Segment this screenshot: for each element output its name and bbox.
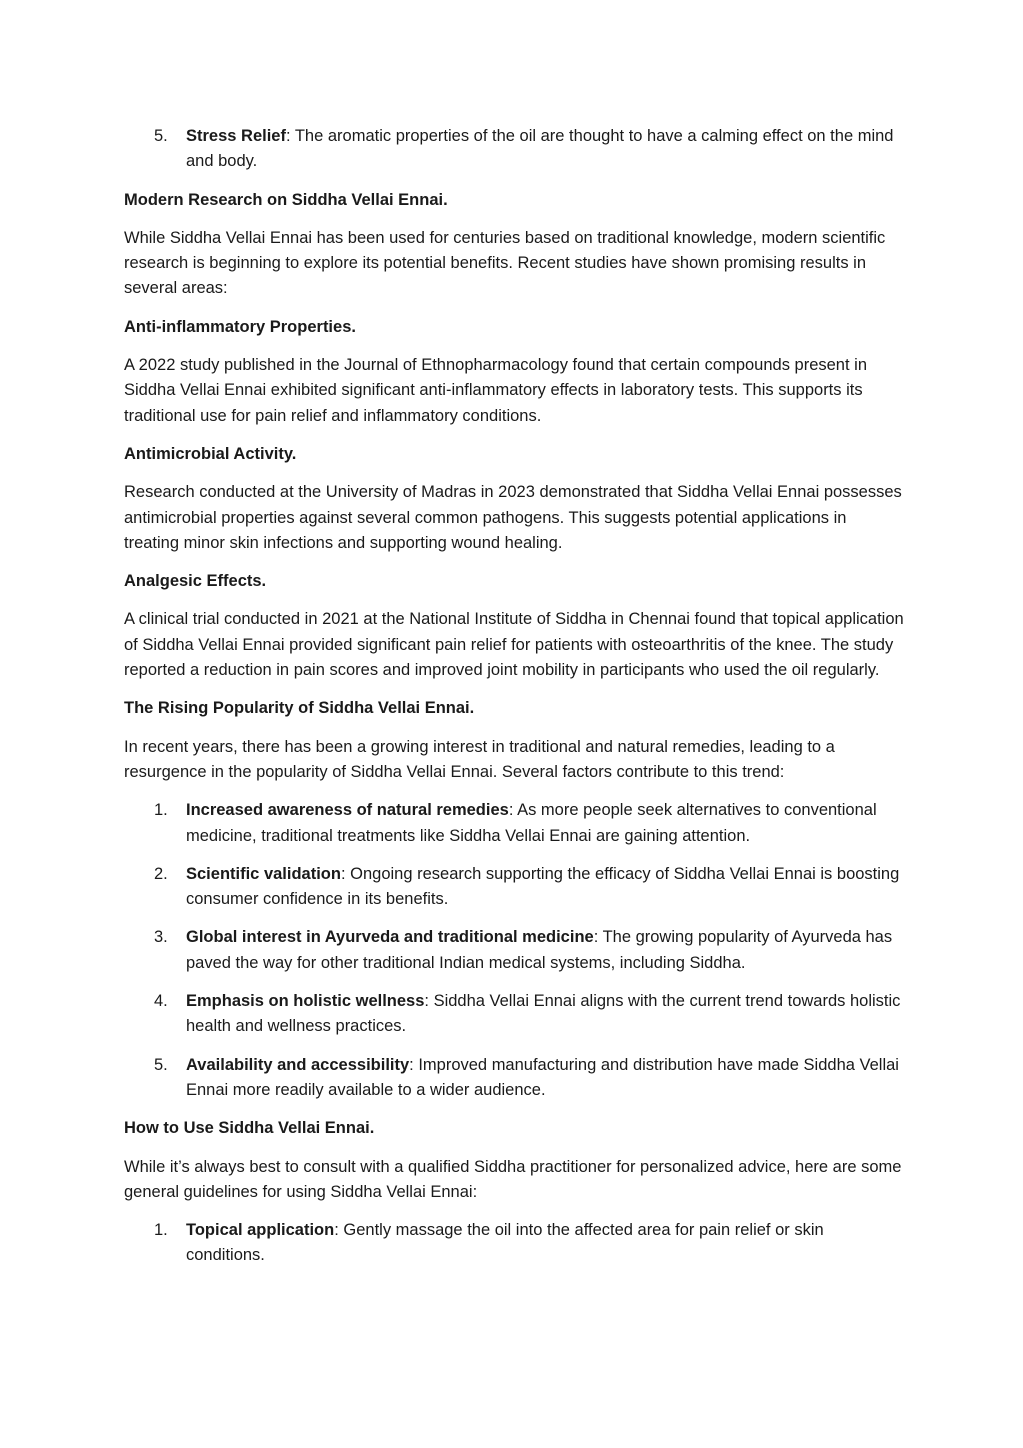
section-paragraph-rising-popularity: In recent years, there has been a growing interest in traditional and natural remedies, leading to a resurgence in the popularity of Siddha Vellai Ennai. Several factors contribute to this trend: (124, 737, 835, 781)
list-item-body (186, 862, 904, 913)
list-number: 1. (154, 801, 168, 820)
list-number: 4. (154, 992, 168, 1011)
document-page (124, 124, 904, 1282)
list-number: 3. (154, 928, 168, 947)
list-item-body (186, 989, 904, 1040)
list-item-body (186, 124, 904, 175)
section-paragraph-analgesic: A clinical trial conducted in 2021 at the National Institute of Siddha in Chennai found that topical application of Siddha Vellai Ennai provided significant pain relief for patients with osteoarthritis of the knee. The study reported a reduction in pain scores and improved joint mobility in participants who used the oil regularly. (124, 610, 904, 680)
section-heading-anti-inflammatory: Anti-inflammatory Properties. (124, 317, 356, 336)
list-number: 1. (154, 1221, 168, 1240)
list-item (124, 862, 904, 913)
list-item-text: : Ongoing research supporting the efficacy of Siddha Vellai Ennai is boosting consumer confidence in its benefits. (186, 864, 900, 909)
list-item-title: Availability and accessibility (186, 1055, 410, 1074)
list-item (124, 989, 904, 1040)
list-item-title: Emphasis on holistic wellness (186, 992, 425, 1011)
list-number: 2. (154, 864, 168, 883)
usage-list (124, 1218, 904, 1269)
list-number: 5. (154, 1055, 168, 1074)
list-item-body (186, 798, 904, 849)
list-number: 5. (154, 127, 168, 145)
list-item-title: Global interest in Ayurveda and traditional medicine (186, 928, 594, 947)
list-item-title: Increased awareness of natural remedies (186, 801, 509, 820)
section-paragraph-antimicrobial: Research conducted at the University of Madras in 2023 demonstrated that Siddha Vellai Ennai possesses antimicrobial properties against several common pathogens. This suggests potential applications in treating minor skin infections and supporting wound healing. (124, 483, 902, 552)
list-item-text: : Siddha Vellai Ennai aligns with the current trend towards holistic health and wellness practices. (186, 992, 901, 1036)
section-heading-rising-popularity: The Rising Popularity of Siddha Vellai Ennai. (124, 699, 475, 718)
section-heading-antimicrobial: Antimicrobial Activity. (124, 444, 297, 463)
list-item (124, 124, 904, 175)
list-item-text: : Improved manufacturing and distribution have made Siddha Vellai Ennai more readily available to a wider audience. (186, 1055, 899, 1099)
list-item-body (186, 1218, 904, 1269)
list-item (124, 798, 904, 849)
popularity-list (124, 798, 904, 1103)
list-item-title: Topical application (186, 1221, 335, 1240)
section-heading-analgesic: Analgesic Effects. (124, 572, 267, 591)
list-item-text: : The aromatic properties of the oil are thought to have a calming effect on the mind and body. (186, 127, 894, 171)
section-paragraph-modern-research: While Siddha Vellai Ennai has been used for centuries based on traditional knowledge, modern scientific research is beginning to explore its potential benefits. Recent studies have shown promising results in several areas: (124, 228, 886, 298)
list-item (124, 1218, 904, 1269)
section-paragraph-how-to-use: While it’s always best to consult with a qualified Siddha practitioner for personalized advice, here are some general guidelines for using Siddha Vellai Ennai: (124, 1157, 902, 1201)
section-paragraph-anti-inflammatory: A 2022 study published in the Journal of Ethnopharmacology found that certain compounds present in Siddha Vellai Ennai exhibited significant anti-inflammatory effects in laboratory tests. This supports its traditional use for pain relief and inflammatory conditions. (124, 356, 867, 425)
list-item-title: Stress Relief (186, 127, 286, 145)
section-heading-modern-research: Modern Research on Siddha Vellai Ennai. (124, 190, 448, 209)
intro-list (124, 124, 904, 175)
list-item (124, 925, 904, 976)
list-item-text: : The growing popularity of Ayurveda has paved the way for other traditional Indian medical systems, including Siddha. (186, 928, 893, 972)
section-heading-how-to-use: How to Use Siddha Vellai Ennai. (124, 1119, 375, 1138)
list-item-body (186, 925, 904, 976)
list-item-body (186, 1053, 904, 1104)
list-item-title: Scientific validation (186, 864, 341, 883)
list-item (124, 1053, 904, 1104)
list-item-text: : Gently massage the oil into the affected area for pain relief or skin conditions. (186, 1221, 824, 1265)
list-item-text: : As more people seek alternatives to conventional medicine, traditional treatments like Siddha Vellai Ennai are gaining attention. (186, 801, 877, 845)
